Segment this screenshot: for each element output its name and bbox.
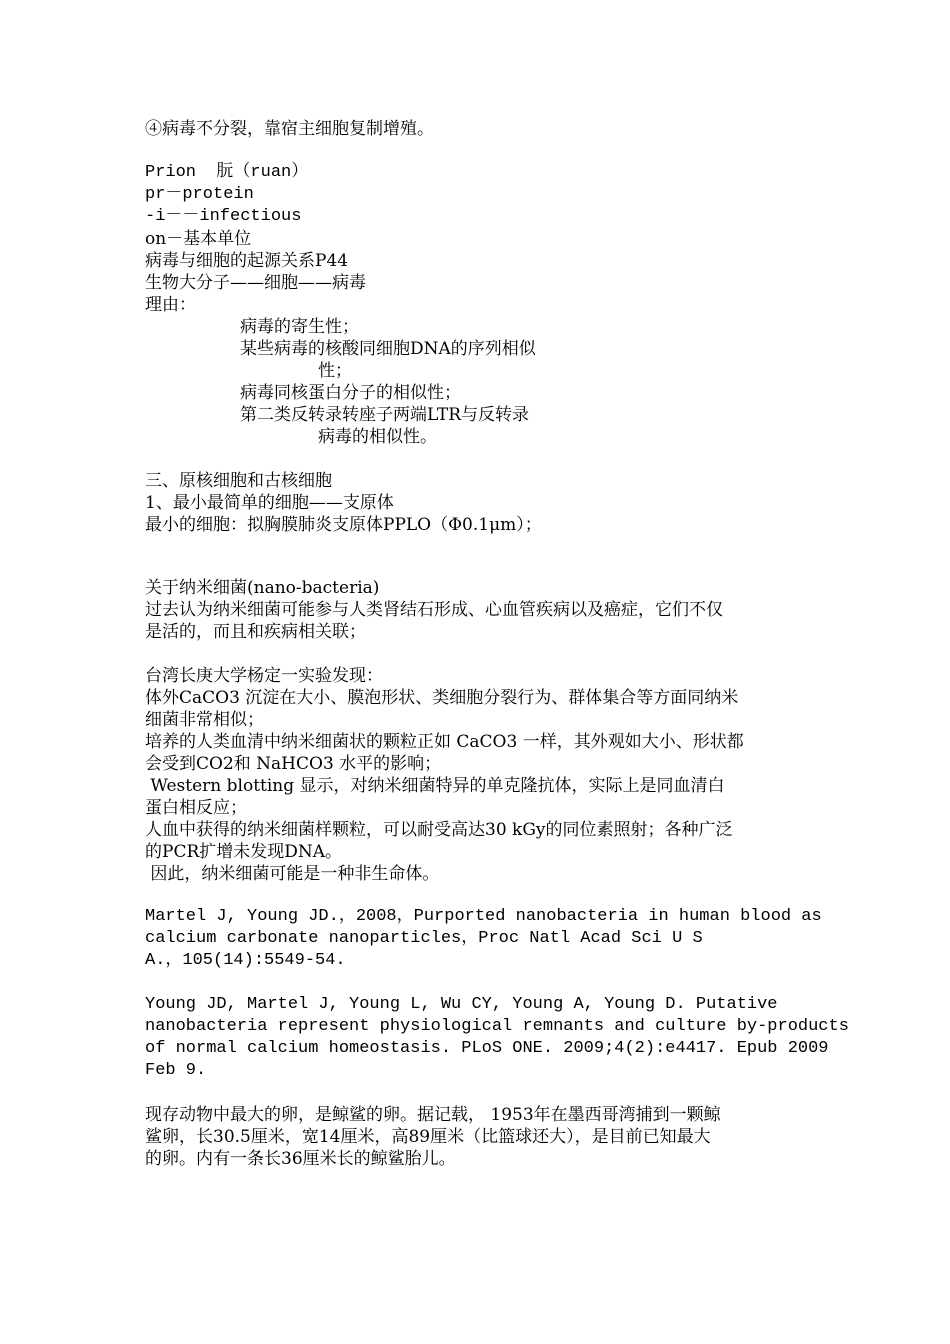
- prion-pr-line: pr－protein: [145, 185, 254, 204]
- reference-2-line: of normal calcium homeostasis. PLoS ONE. 2009;4(2):e4417. Epub 2009: [145, 1039, 829, 1058]
- nano-past-line: 是活的，而且和疾病相关联；: [145, 622, 366, 642]
- whale-shark-egg-line: 鲨卵，长30.5厘米，宽14厘米，高89厘米（比篮球还大），是目前已知最大: [145, 1127, 711, 1147]
- reason-item: 某些病毒的核酸同细胞DNA的序列相似: [240, 339, 536, 359]
- reference-1-line: Martel J, Young JD.，2008，Purported nanobacteria in human blood as: [145, 907, 822, 926]
- finding-line: Western blotting 显示，对纳米细菌特异的单克隆抗体，实际上是同血清白: [145, 776, 725, 796]
- prion-on-line: on－基本单位: [145, 229, 252, 249]
- finding-line: 人血中获得的纳米细菌样颗粒，可以耐受高达30 kGy的同位素照射；各种广泛: [145, 820, 733, 840]
- reference-2-line: Feb 9.: [145, 1061, 207, 1080]
- reason-item: 病毒同核蛋白分子的相似性；: [240, 383, 461, 403]
- reason-label: 理由：: [145, 295, 196, 315]
- finding-line: 体外CaCO3 沉淀在大小、膜泡形状、类细胞分裂行为、群体集合等方面同纳米: [145, 688, 739, 708]
- reason-item-continuation: 性；: [318, 361, 352, 381]
- reference-2-line: Young JD, Martel J, Young L, Wu CY, Young A, Young D. Putative: [145, 995, 778, 1014]
- taiwan-finding-title: 台湾长庚大学杨定一实验发现：: [145, 666, 383, 686]
- smallest-cell-line: 最小的细胞：拟胸膜肺炎支原体PPLO（Φ0.1μm）；: [145, 515, 542, 535]
- virus-point-4: ④病毒不分裂，靠宿主细胞复制增殖。: [145, 119, 434, 139]
- reference-1-line: A.，105(14):5549-54.: [145, 951, 346, 970]
- reason-item-continuation: 病毒的相似性。: [318, 427, 437, 447]
- finding-line: 培养的人类血清中纳米细菌状的颗粒正如 CaCO3 一样，其外观如大小、形状都: [145, 732, 744, 752]
- section-3-heading: 三、原核细胞和古核细胞: [145, 471, 332, 491]
- finding-line: 的PCR扩增未发现DNA。: [145, 842, 343, 862]
- origin-title: 病毒与细胞的起源关系P44: [145, 251, 349, 271]
- reason-item: 第二类反转录转座子两端LTR与反转录: [240, 405, 530, 425]
- section-3-subheading: 1、最小最简单的细胞——支原体: [145, 493, 394, 513]
- whale-shark-egg-line: 现存动物中最大的卵，是鲸鲨的卵。据记载， 1953年在墨西哥湾捕到一颗鲸: [145, 1105, 721, 1125]
- prion-title: Prion 朊（ruan）: [145, 163, 309, 182]
- nano-past-line: 过去认为纳米细菌可能参与人类肾结石形成、心血管疾病以及癌症，它们不仅: [145, 600, 723, 620]
- whale-shark-egg-line: 的卵。内有一条长36厘米长的鲸鲨胎儿。: [145, 1149, 456, 1169]
- finding-line: 蛋白相反应；: [145, 798, 247, 818]
- reference-2-line: nanobacteria represent physiological remnants and culture by-products: [145, 1017, 849, 1036]
- nano-title: 关于纳米细菌(nano-bacteria): [145, 578, 380, 598]
- origin-chain: 生物大分子——细胞——病毒: [145, 273, 366, 293]
- finding-line: 细菌非常相似；: [145, 710, 264, 730]
- reference-1-line: calcium carbonate nanoparticles，Proc Natl Acad Sci U S: [145, 929, 703, 948]
- finding-conclusion: 因此，纳米细菌可能是一种非生命体。: [145, 864, 440, 884]
- prion-i-line: -i－－infectious: [145, 207, 302, 226]
- reason-item: 病毒的寄生性；: [240, 317, 359, 337]
- finding-line: 会受到CO2和 NaHCO3 水平的影响；: [145, 754, 442, 774]
